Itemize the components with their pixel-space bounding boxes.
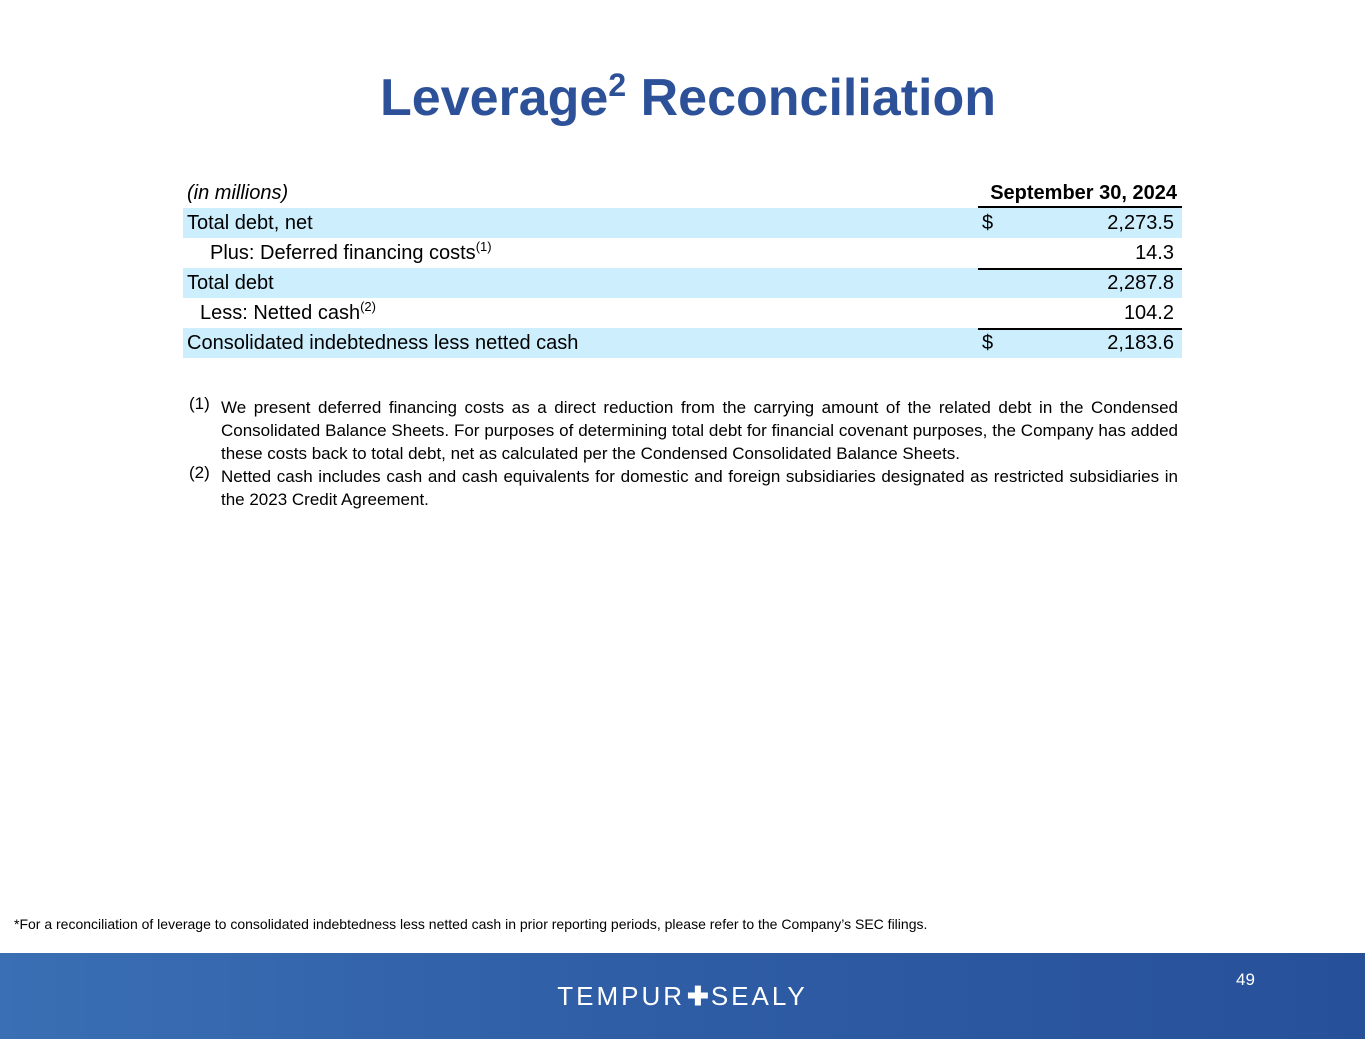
row-label: Total debt (187, 272, 274, 294)
table-row (183, 328, 1182, 358)
table-row (183, 268, 1182, 298)
reconciliation-table (183, 178, 1182, 358)
units-label: (in millions) (187, 182, 289, 204)
table-row (183, 238, 1182, 268)
currency-symbol: $ (982, 332, 994, 354)
column-header: September 30, 2024 (990, 182, 1177, 204)
row-label: Plus: Deferred financing costs$^{(1)}$ (210, 239, 492, 264)
row-value: 104.2 (1123, 302, 1174, 324)
row-label: Total debt, net (187, 212, 313, 234)
row-value: 2,183.6 (1107, 332, 1174, 354)
row-label: Less: Netted cash$^{(2)}$ (200, 299, 376, 324)
table-header-row (183, 178, 1182, 208)
table-row (183, 208, 1182, 238)
row-footnote-marker: (2) (360, 299, 376, 314)
footnote-item (189, 396, 1178, 465)
row-value: 2,287.8 (1107, 272, 1174, 294)
footer-bar (0, 953, 1365, 1039)
currency-symbol: $ (982, 212, 994, 234)
page-number: 49 (1236, 970, 1255, 989)
row-footnote-marker: (1) (475, 239, 492, 254)
page-title (0, 66, 1365, 136)
row-value: 14.3 (1135, 242, 1174, 264)
bottom-footnote: *For a reconciliation of leverage to consolidated indebtedness less netted cash in prior reporting periods, please refer to the Company’s SEC filings. (14, 916, 928, 932)
footnote-marker: (2) (189, 463, 210, 482)
company-logo: TEMPUR✚SEALY (557, 981, 808, 1011)
footnotes-list (189, 396, 1178, 511)
title-superscript: 2 (608, 67, 627, 103)
plus-icon: ✚ (687, 981, 709, 1011)
footnote-item (189, 465, 1178, 511)
row-label: Consolidated indebtedness less netted cash (187, 332, 579, 354)
title-main: Leverage (379, 69, 609, 127)
table-row (183, 298, 1182, 328)
row-value: 2,273.5 (1107, 212, 1174, 234)
footnote-text: Netted cash includes cash and cash equivalents for domestic and foreign subsidiaries designated as restricted subsidiaries in the 2023 Credit Agreement. (221, 467, 1178, 509)
title-rest: Reconciliation (640, 69, 997, 127)
footnote-text: We present deferred financing costs as a direct reduction from the carrying amount of the related debt in the Condensed Consolidated Balance Sheets. For purposes of determining total debt for financial covenant purposes, the Company has added these costs back to total debt, net as calculated per the Condensed Consolidated Balance Sheets. (221, 398, 1178, 463)
footnote-marker: (1) (189, 394, 210, 413)
